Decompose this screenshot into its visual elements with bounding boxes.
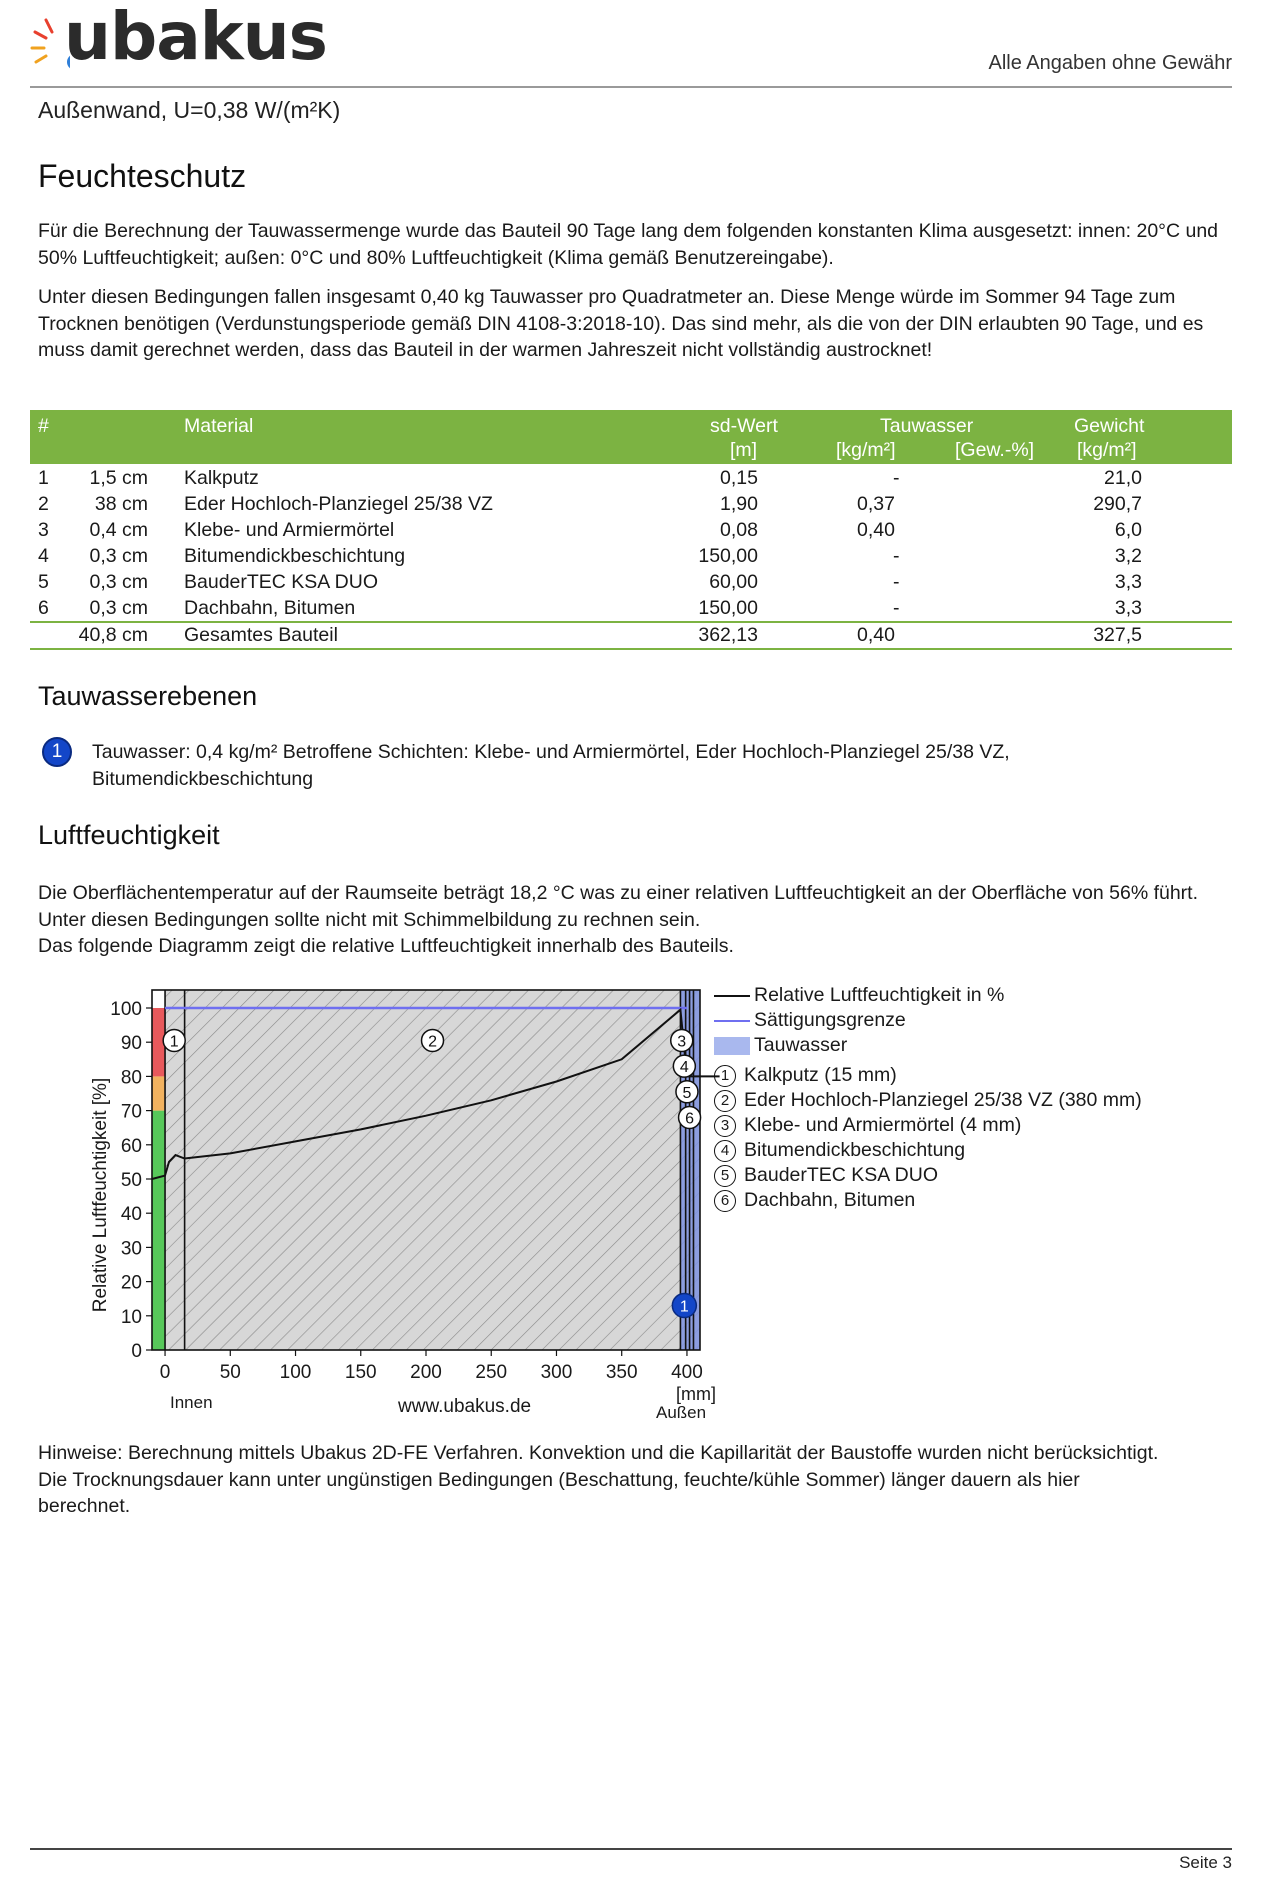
row-weight: 3,3 (1114, 571, 1142, 593)
row-material: Bitumendickbeschichtung (184, 545, 406, 567)
table-row (30, 543, 1232, 569)
y-tick-label: 50 (120, 1170, 142, 1191)
col-sd: sd-Wert (710, 415, 778, 437)
row-thickness: 0,3 cm (89, 545, 148, 567)
legend-condensate (714, 1034, 847, 1057)
row-thickness: 0,3 cm (89, 597, 148, 619)
y-tick-label: 100 (110, 999, 142, 1020)
legend-layer-label: Dachbahn, Bitumen (744, 1189, 916, 1211)
legend-swatch (714, 1037, 750, 1055)
x-tick-label: 300 (540, 1362, 573, 1383)
x-tick-label: 400 (671, 1362, 703, 1383)
legend-swatch (714, 1020, 750, 1022)
x-right-label: Außen (656, 1403, 707, 1422)
layer-marker-label: 2 (428, 1033, 437, 1051)
col-material: Material (184, 415, 254, 437)
row-weight: 3,3 (1114, 597, 1142, 619)
condensation-marker-label: 1 (679, 1298, 689, 1316)
row-thickness: 38 cm (94, 493, 148, 515)
col-tauwasser-unit-kg: [kg/m²] (836, 439, 896, 461)
total-weight: 327,5 (1093, 624, 1142, 646)
row-weight: 290,7 (1093, 493, 1142, 515)
y-axis-label: Relative Luftfeuchtigkeit [%] (90, 1077, 111, 1313)
legend-saturation-text: Sättigungsgrenze (754, 1009, 906, 1031)
legend-layer-item (714, 1189, 915, 1212)
y-tick-label: 0 (131, 1341, 142, 1362)
notes-text: Hinweise: Berechnung mittels Ubakus 2D-FE Verfahren. Konvektion und die Kapillarität der Baustoffe wurden nicht berücksichtigt. Die Trocknungsdauer kann unter ungünstigen Bedingungen (Beschattung, feuchte/kühle Sommer) länger dauern als hier berechnet. (38, 1442, 1159, 1517)
row-number: 1 (38, 467, 49, 489)
y-tick-label: 40 (120, 1204, 142, 1226)
table-row (30, 517, 1232, 543)
row-sd: 0,15 (720, 467, 758, 489)
layers-table-header (30, 410, 1232, 464)
x-tick-label: 350 (605, 1362, 638, 1383)
legend-layer-item (714, 1164, 938, 1187)
row-tauwasser: 0,37 (857, 493, 895, 515)
layer-marker-label: 3 (677, 1033, 687, 1051)
x-axis-unit: [mm] (676, 1384, 716, 1404)
comfort-band (152, 1076, 165, 1110)
col-tauwasser: Tauwasser (880, 415, 974, 437)
row-tauwasser-dash: - (893, 467, 900, 489)
layer-marker-label: 4 (679, 1059, 689, 1077)
y-tick-label: 80 (120, 1067, 142, 1089)
humidity-chart (80, 980, 1230, 1430)
table-row (30, 595, 1232, 621)
x-tick-label: 200 (410, 1362, 442, 1383)
table-row-total (30, 622, 1232, 648)
legend-layer-item (714, 1139, 965, 1162)
row-tauwasser: 0,40 (857, 519, 895, 541)
legend-saturation (714, 1009, 906, 1032)
legend-condensate-text: Tauwasser (754, 1034, 848, 1056)
y-tick-label: 20 (120, 1272, 142, 1294)
layer-marker-label: 1 (169, 1033, 179, 1051)
moisture-paragraph-2: Unter diesen Bedingungen fallen insgesamt 0,40 kg Tauwasser pro Quadratmeter an. Diese Menge würde im Sommer 94 Tage zum Trocknen benötigen (Verdunstungsperiode gemäß DIN 4108-3:2018-10). Das sind mehr, als die von der DIN erlaubten 90 Tage, und es muss damit gerechnet werden, dass das Bauteil in der warmen Jahreszeit nicht vollständig austrocknet! (38, 286, 1204, 361)
legend-swatch (714, 995, 750, 997)
x-tick-label: 150 (344, 1362, 377, 1383)
total-rule-bottom (30, 648, 1232, 650)
legend-marker: 1 (714, 1065, 736, 1087)
table-row (30, 491, 1232, 517)
x-left-label: Innen (170, 1393, 213, 1412)
col-weight: Gewicht (1074, 415, 1145, 437)
component-title: Außenwand, U=0,38 W/(m²K) (38, 97, 341, 123)
row-number: 6 (38, 597, 49, 619)
x-tick-label: 100 (279, 1362, 312, 1383)
legend-layer-label: Eder Hochloch-Planziegel 25/38 VZ (380 mm) (744, 1089, 1142, 1111)
row-number: 4 (38, 545, 49, 567)
legend-marker: 2 (714, 1090, 736, 1112)
condensation-plane-text: Tauwasser: 0,4 kg/m² Betroffene Schichten: Klebe- und Armiermörtel, Eder Hochloch-Planziegel 25/38 VZ, Bitumendickbeschichtung (92, 741, 1010, 790)
legend-marker: 4 (714, 1140, 736, 1162)
row-material: Eder Hochloch-Planziegel 25/38 VZ (184, 493, 493, 515)
row-material: BauderTEC KSA DUO (184, 571, 378, 593)
layer-marker-label: 6 (685, 1110, 695, 1128)
humidity-paragraph-2: Das folgende Diagramm zeigt die relative Luftfeuchtigkeit innerhalb des Bauteils. (38, 935, 734, 957)
page-number: Seite 3 (1179, 1853, 1232, 1872)
row-sd: 150,00 (698, 545, 758, 567)
legend-marker: 6 (714, 1190, 736, 1212)
total-sd: 362,13 (698, 624, 758, 646)
row-tauwasser-dash: - (893, 597, 900, 619)
legend-layer-item (714, 1089, 1142, 1112)
row-sd: 60,00 (709, 571, 758, 593)
row-thickness: 1,5 cm (89, 467, 148, 489)
col-weight-unit: [kg/m²] (1077, 439, 1137, 461)
col-sd-unit: [m] (730, 439, 758, 461)
legend-layer-item (714, 1064, 897, 1087)
legend-marker: 5 (714, 1165, 736, 1187)
x-tick-label: 0 (159, 1362, 171, 1383)
total-material: Gesamtes Bauteil (184, 624, 338, 646)
row-material: Dachbahn, Bitumen (184, 597, 356, 619)
footer-divider (30, 1848, 1232, 1850)
comfort-band (152, 1111, 165, 1350)
row-number: 2 (38, 493, 49, 515)
row-thickness: 0,4 cm (89, 519, 148, 541)
moisture-paragraph-1: Für die Berechnung der Tauwassermenge wurde das Bauteil 90 Tage lang dem folgenden konstanten Klima ausgesetzt: innen: 20°C und 50% Luftfeuchtigkeit; außen: 0°C und 80% Luftfeuchtigkeit (Klima gemäß Benutzereingabe). (38, 220, 1219, 269)
legend-humidity (714, 984, 1004, 1007)
row-material: Kalkputz (184, 467, 259, 489)
y-tick-label: 70 (120, 1101, 142, 1123)
x-tick-label: 50 (219, 1362, 241, 1383)
row-tauwasser-dash: - (893, 545, 900, 567)
col-num: # (38, 415, 49, 437)
total-thickness: 40,8 cm (78, 624, 148, 646)
ubakus-logo (30, 0, 330, 80)
row-weight: 6,0 (1114, 519, 1142, 541)
legend-layer-item (714, 1114, 1021, 1137)
row-number: 5 (38, 571, 49, 593)
legend-layer-label: BauderTEC KSA DUO (744, 1164, 938, 1186)
y-tick-label: 10 (120, 1306, 142, 1328)
logo-text: ubakus (64, 0, 327, 75)
row-material: Klebe- und Armiermörtel (184, 519, 395, 541)
row-sd: 1,90 (720, 493, 758, 515)
row-weight: 21,0 (1104, 467, 1142, 489)
x-tick-label: 250 (475, 1362, 508, 1383)
legend-layer-label: Klebe- und Armiermörtel (4 mm) (744, 1114, 1022, 1136)
disclaimer: Alle Angaben ohne Gewähr (988, 52, 1232, 74)
row-thickness: 0,3 cm (89, 571, 148, 593)
humidity-paragraph-1: Die Oberflächentemperatur auf der Raumseite beträgt 18,2 °C was zu einer relativen Luftfeuchtigkeit an der Oberfläche von 56% führt. Unter diesen Bedingungen sollte nicht mit Schimmelbildung zu rechnen sein. (38, 882, 1199, 931)
y-tick-label: 30 (120, 1238, 142, 1260)
y-tick-label: 60 (120, 1135, 142, 1157)
total-tauwasser: 0,40 (857, 624, 895, 646)
header-divider (30, 86, 1232, 88)
table-row (30, 569, 1232, 595)
col-tauwasser-unit-pct: [Gew.-%] (955, 439, 1035, 461)
row-sd: 0,08 (720, 519, 758, 541)
legend-layer-label: Bitumendickbeschichtung (744, 1139, 966, 1161)
layer-marker-label: 5 (682, 1084, 692, 1102)
row-number: 3 (38, 519, 49, 541)
section-heading-moisture: Feuchteschutz (38, 158, 247, 194)
y-tick-label: 90 (120, 1033, 142, 1055)
legend-humidity-text: Relative Luftfeuchtigkeit in % (754, 984, 1005, 1006)
section-heading-humidity: Luftfeuchtigkeit (38, 820, 220, 850)
row-sd: 150,00 (698, 597, 758, 619)
chart-watermark: www.ubakus.de (398, 1396, 532, 1417)
table-row (30, 465, 1232, 491)
condensation-plane-badge: 1 (42, 737, 72, 767)
section-heading-planes: Tauwasserebenen (38, 681, 258, 711)
row-weight: 3,2 (1114, 545, 1142, 567)
row-tauwasser-dash: - (893, 571, 900, 593)
legend-layer-label: Kalkputz (15 mm) (744, 1064, 897, 1086)
legend-marker: 3 (714, 1115, 736, 1137)
